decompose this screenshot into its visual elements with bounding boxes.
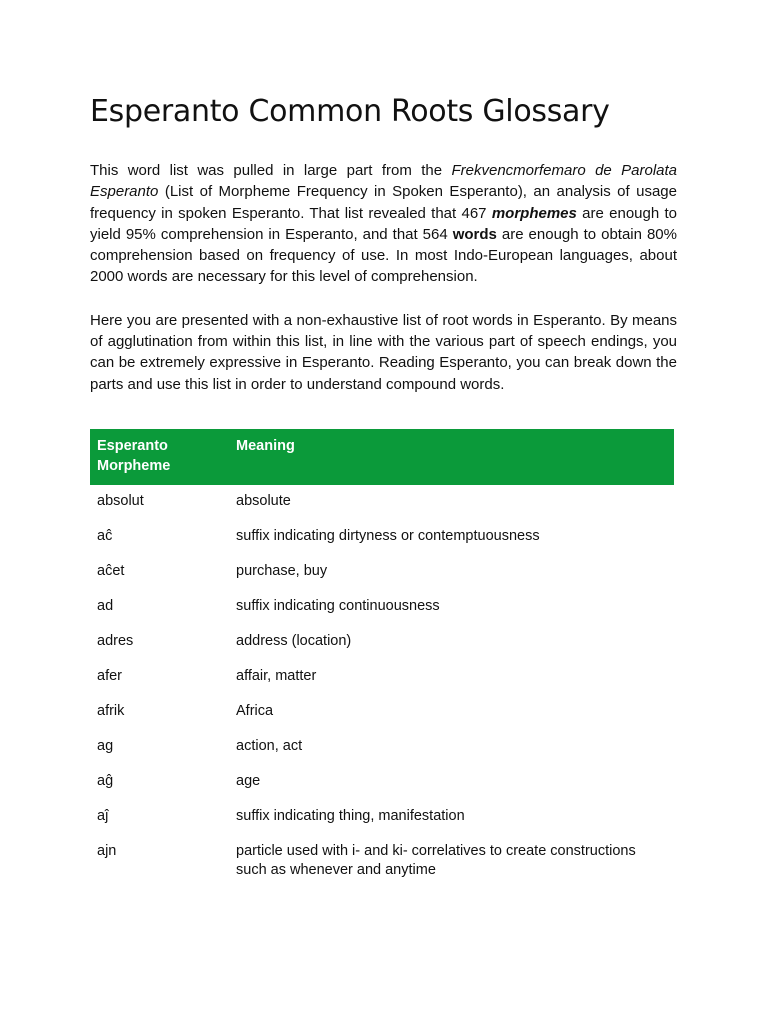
meaning-cell: address (location) xyxy=(236,632,352,649)
table-row xyxy=(90,554,674,589)
intro-text-part: This word list was pulled in large part from the xyxy=(90,162,452,179)
source-title: Frekvencmorfemaro de Parolata Esperanto xyxy=(90,162,678,201)
intro-text-part: are enough to obtain 80% comprehension based on frequency of use. In most Indo-European languages, about 2000 words are necessary for this level of comprehension. xyxy=(90,225,677,286)
meaning-cell: particle used with i- and ki- correlatives to create constructions such as whenever and anytime xyxy=(236,842,636,878)
meaning-cell: age xyxy=(236,772,261,789)
morpheme-cell: absolut xyxy=(97,492,144,509)
meaning-cell: suffix indicating continuousness xyxy=(236,597,440,614)
morpheme-cell: ajn xyxy=(97,842,117,859)
morphemes-term: morphemes xyxy=(491,204,577,222)
header-morpheme: Esperanto Morpheme xyxy=(90,429,229,485)
header-meaning: Meaning xyxy=(229,429,674,485)
glossary-body xyxy=(90,485,674,888)
intro-text-part: (List of Morpheme Frequency in Spoken Esperanto), an analysis of usage frequency in spoken Esperanto. That list revealed that 467 xyxy=(90,183,677,222)
intro-paragraph-2: Here you are presented with a non-exhaustive list of root words in Esperanto. By means of agglutination from within this list, in line with the various part of speech endings, you can be extremely expressive in Esperanto. Reading Esperanto, you can break down the parts and use this list in order to understand compound words. xyxy=(90,311,677,393)
meaning-cell: suffix indicating thing, manifestation xyxy=(236,807,465,824)
meaning-cell: affair, matter xyxy=(236,667,317,684)
document-page xyxy=(90,92,677,888)
table-row xyxy=(90,659,674,694)
morpheme-cell: aĉet xyxy=(97,562,125,579)
meaning-cell: Africa xyxy=(236,702,274,719)
morpheme-cell: afer xyxy=(97,667,122,684)
morpheme-cell: aĉ xyxy=(97,527,113,544)
table-row xyxy=(90,799,674,834)
table-row xyxy=(90,834,674,888)
glossary-table xyxy=(90,429,674,888)
table-row xyxy=(90,485,674,519)
morpheme-cell: adres xyxy=(97,632,134,649)
meaning-cell: action, act xyxy=(236,737,303,754)
table-row xyxy=(90,624,674,659)
page-title: Esperanto Common Roots Glossary xyxy=(90,94,610,129)
table-header-row xyxy=(90,429,674,485)
morpheme-cell: aĵ xyxy=(97,807,109,824)
words-term: words xyxy=(452,225,497,243)
table-row xyxy=(90,589,674,624)
meaning-cell: purchase, buy xyxy=(236,562,328,579)
intro-text-part: are enough to yield 95% comprehension in Esperanto, and that 564 xyxy=(90,204,677,243)
table-row xyxy=(90,764,674,799)
morpheme-cell: ag xyxy=(97,737,114,754)
table-row xyxy=(90,694,674,729)
meaning-cell: absolute xyxy=(236,492,291,509)
morpheme-cell: aĝ xyxy=(97,772,114,789)
morpheme-cell: afrik xyxy=(97,702,125,719)
meaning-cell: suffix indicating dirtyness or contemptuousness xyxy=(236,527,540,544)
table-row xyxy=(90,729,674,764)
intro-paragraph-1 xyxy=(90,160,677,288)
table-row xyxy=(90,519,674,554)
morpheme-cell: ad xyxy=(97,597,114,614)
